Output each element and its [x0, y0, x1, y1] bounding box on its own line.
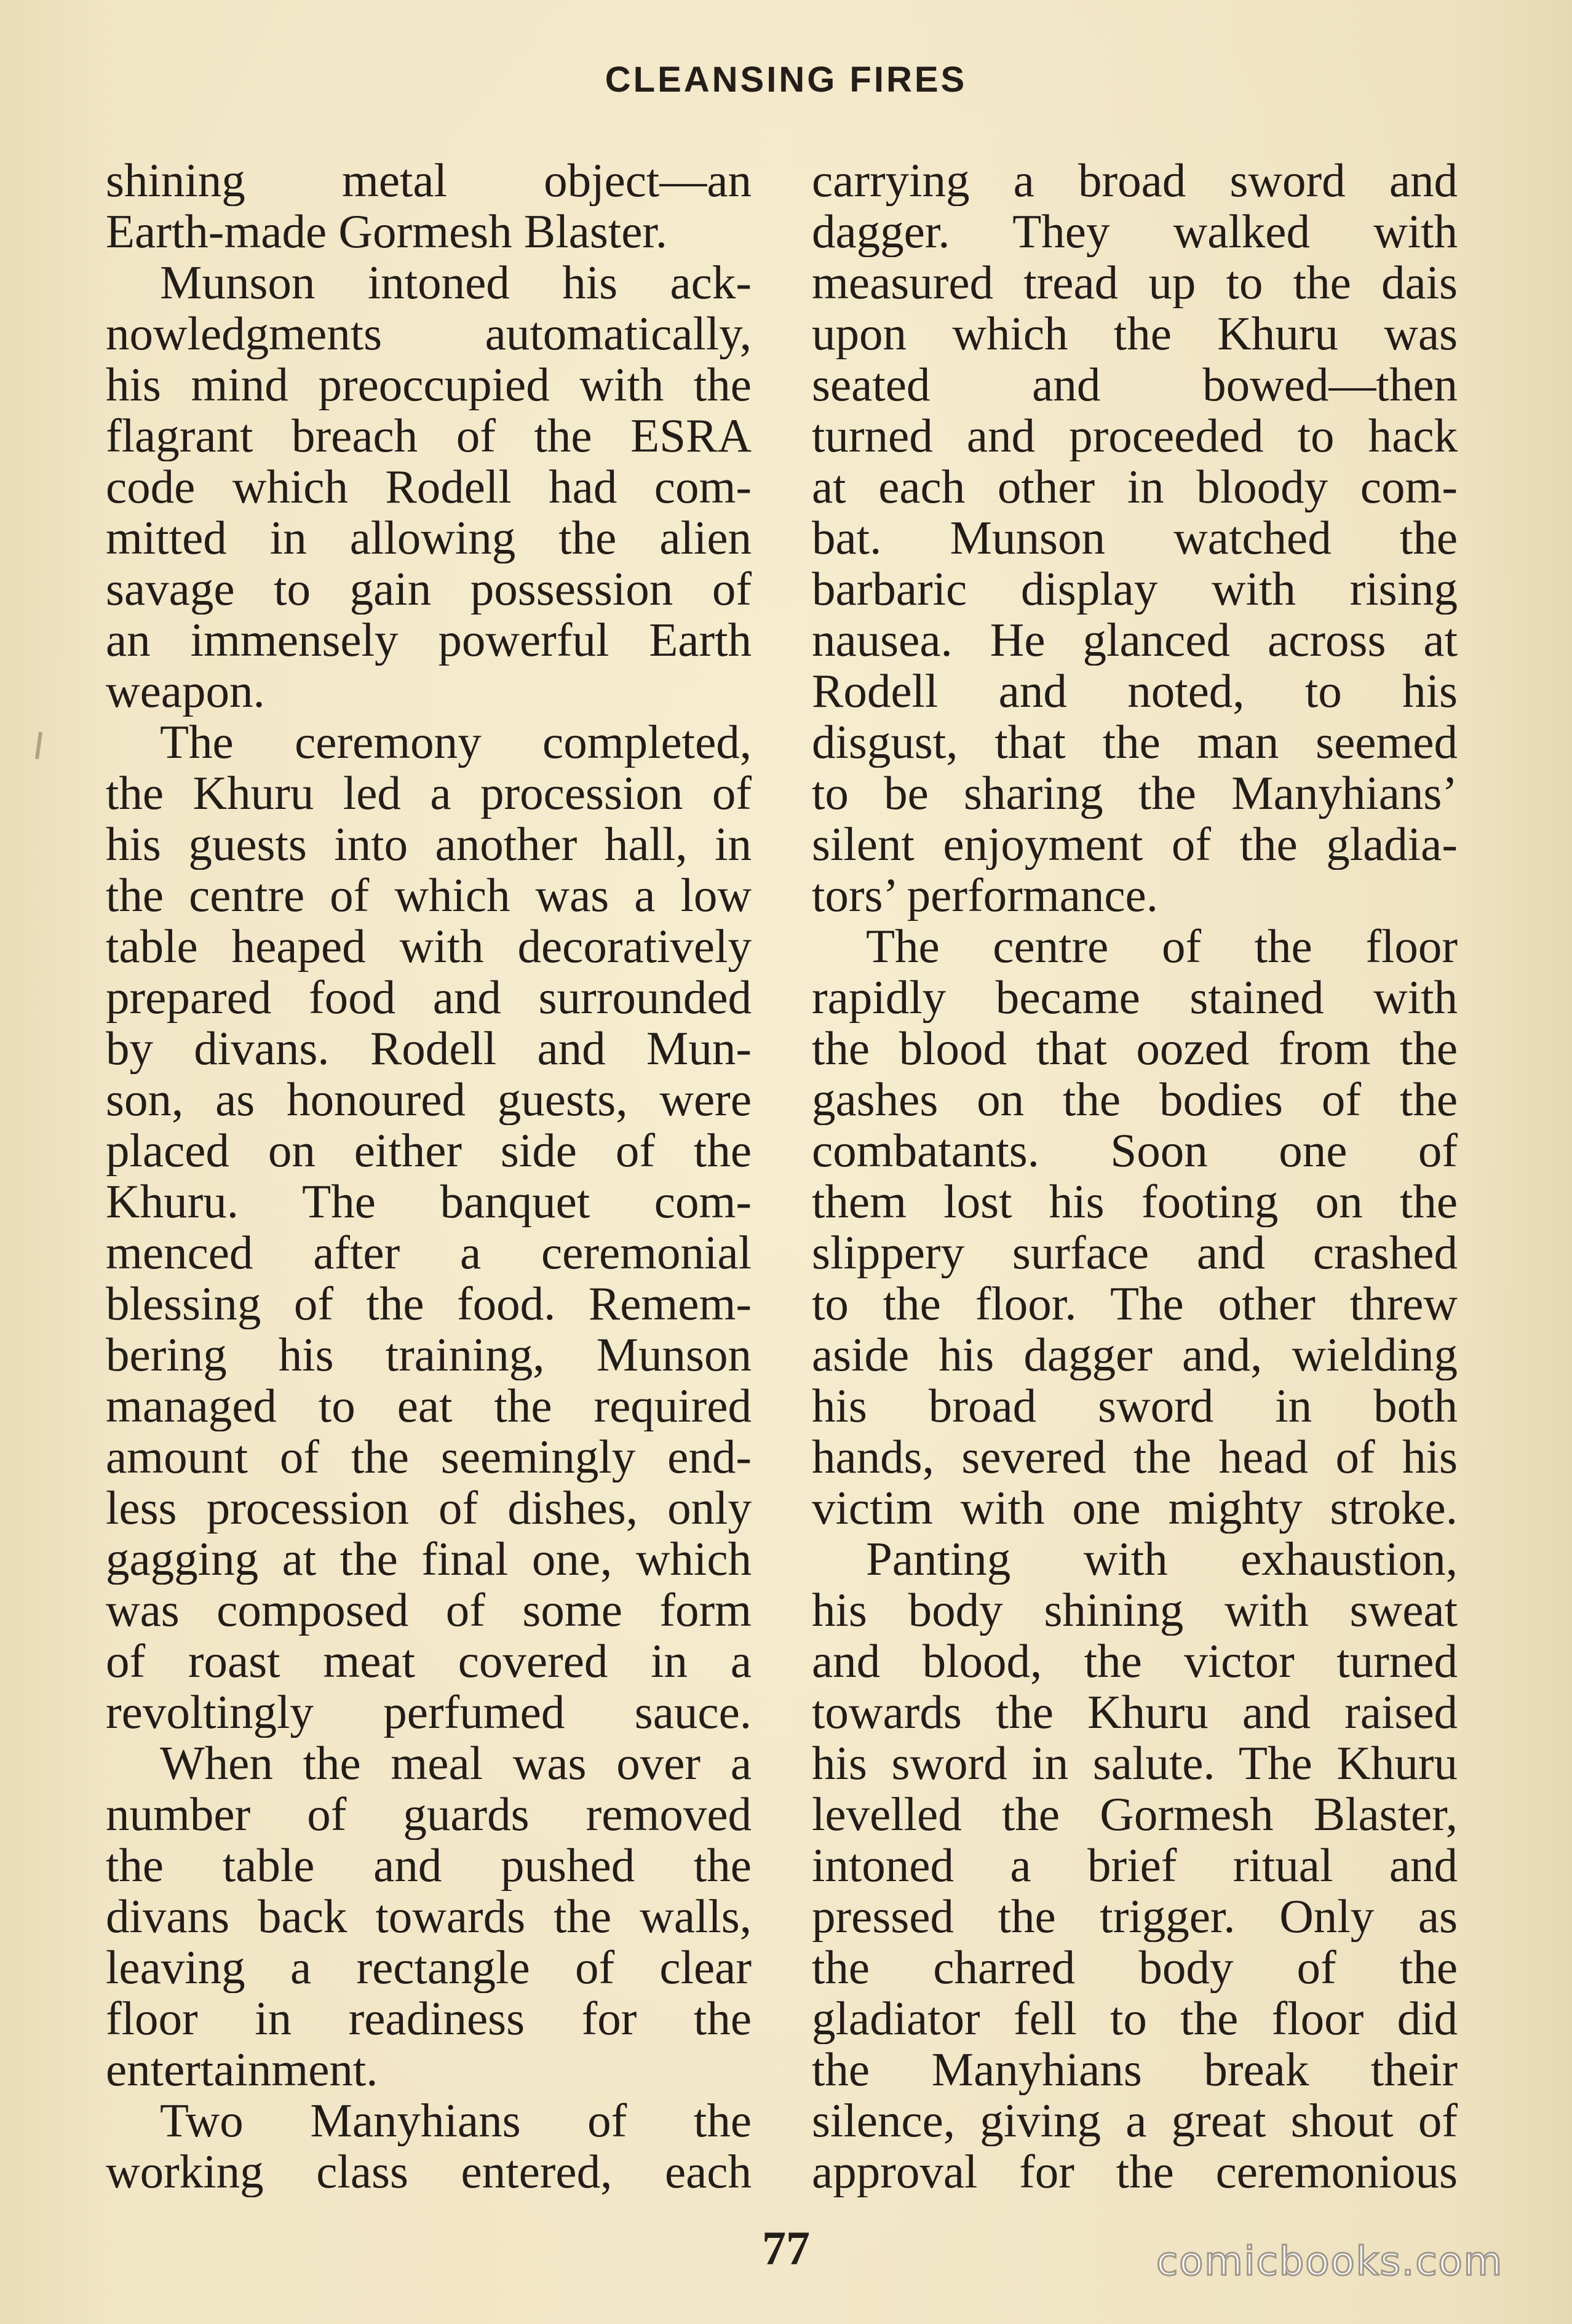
text-line: hands, severed the head of his: [812, 1431, 1458, 1482]
text-line: silent enjoyment of the gladia-: [812, 819, 1458, 870]
text-line: When the meal was over a: [160, 1738, 752, 1789]
text-line: Two Manyhians of the: [160, 2095, 752, 2146]
text-line: prepared food and surrounded: [106, 972, 752, 1023]
text-line: the table and pushed the: [106, 1840, 752, 1891]
text-line: Earth-made Gormesh Blaster.: [106, 206, 668, 257]
text-line: The ceremony completed,: [160, 717, 752, 768]
text-line: tors’ performance.: [812, 870, 1158, 921]
text-line: approval for the ceremonious: [812, 2146, 1458, 2197]
paper-blemish: [35, 732, 42, 759]
text-line: son, as honoured guests, were: [106, 1074, 752, 1125]
text-line: nausea. He glanced across at: [812, 615, 1458, 666]
text-line: by divans. Rodell and Mun-: [106, 1023, 752, 1074]
text-line: Munson intoned his ack-: [160, 257, 752, 308]
text-line: victim with one mighty stroke.: [812, 1482, 1458, 1534]
text-line: carrying a broad sword and: [812, 155, 1458, 206]
text-line: combatants. Soon one of: [812, 1125, 1458, 1176]
text-line: the charred body of the: [812, 1942, 1458, 1993]
text-line: number of guards removed: [106, 1789, 752, 1840]
text-line: of roast meat covered in a: [106, 1636, 752, 1687]
text-line: bering his training, Munson: [106, 1329, 752, 1380]
text-line: pressed the trigger. Only as: [812, 1891, 1458, 1942]
running-title: CLEANSING FIRES: [605, 60, 967, 100]
text-line: Khuru. The banquet com-: [106, 1176, 752, 1227]
text-line: an immensely powerful Earth: [106, 615, 752, 666]
text-line: them lost his footing on the: [812, 1176, 1458, 1227]
text-line: disgust, that the man seemed: [812, 717, 1458, 768]
text-line: savage to gain possession of: [106, 563, 752, 615]
text-line: gashes on the bodies of the: [812, 1074, 1458, 1125]
left-text-column: [106, 155, 752, 2197]
text-line: towards the Khuru and raised: [812, 1687, 1458, 1738]
text-line: leaving a rectangle of clear: [106, 1942, 752, 1993]
text-line: gladiator fell to the floor did: [812, 1993, 1458, 2044]
text-line: his broad sword in both: [812, 1380, 1458, 1431]
text-line: table heaped with decoratively: [106, 921, 752, 972]
text-line: his guests into another hall, in: [106, 819, 752, 870]
text-line: the Khuru led a procession of: [106, 768, 752, 819]
text-line: shining metal object—an: [106, 155, 752, 206]
text-line: turned and proceeded to hack: [812, 410, 1458, 461]
text-line: Panting with exhaustion,: [866, 1534, 1458, 1585]
text-line: gagging at the final one, which: [106, 1534, 752, 1585]
text-line: was composed of some form: [106, 1585, 752, 1636]
text-line: the centre of which was a low: [106, 870, 752, 921]
text-line: weapon.: [106, 666, 265, 717]
text-line: less procession of dishes, only: [106, 1482, 752, 1534]
text-line: code which Rodell had com-: [106, 461, 752, 512]
page-number: 77: [762, 2221, 810, 2275]
text-line: to the floor. The other threw: [812, 1278, 1458, 1329]
watermark-logo: comicbooks.com: [1156, 2239, 1504, 2285]
text-line: silence, giving a great shout of: [812, 2095, 1458, 2146]
text-line: rapidly became stained with: [812, 972, 1458, 1023]
text-line: dagger. They walked with: [812, 206, 1458, 257]
text-line: seated and bowed—then: [812, 359, 1458, 410]
text-line: managed to eat the required: [106, 1380, 752, 1431]
text-line: intoned a brief ritual and: [812, 1840, 1458, 1891]
text-line: the Manyhians break their: [812, 2044, 1458, 2095]
text-line: barbaric display with rising: [812, 563, 1458, 615]
text-line: nowledgments automatically,: [106, 308, 752, 359]
right-text-column: [812, 155, 1458, 2197]
text-line: flagrant breach of the ESRA: [106, 410, 752, 461]
text-line: his body shining with sweat: [812, 1585, 1458, 1636]
text-line: and blood, the victor turned: [812, 1636, 1458, 1687]
text-line: upon which the Khuru was: [812, 308, 1458, 359]
text-line: bat. Munson watched the: [812, 512, 1458, 563]
text-line: Rodell and noted, to his: [812, 666, 1458, 717]
text-line: divans back towards the walls,: [106, 1891, 752, 1942]
text-line: blessing of the food. Remem-: [106, 1278, 752, 1329]
text-line: floor in readiness for the: [106, 1993, 752, 2044]
text-line: working class entered, each: [106, 2146, 752, 2197]
text-line: menced after a ceremonial: [106, 1227, 752, 1278]
text-line: levelled the Gormesh Blaster,: [812, 1789, 1458, 1840]
text-line: revoltingly perfumed sauce.: [106, 1687, 752, 1738]
text-line: aside his dagger and, wielding: [812, 1329, 1458, 1380]
text-line: entertainment.: [106, 2044, 378, 2095]
text-line: The centre of the floor: [866, 921, 1458, 972]
text-line: mitted in allowing the alien: [106, 512, 752, 563]
text-line: to be sharing the Manyhians’: [812, 768, 1458, 819]
text-line: his mind preoccupied with the: [106, 359, 752, 410]
text-line: slippery surface and crashed: [812, 1227, 1458, 1278]
text-line: his sword in salute. The Khuru: [812, 1738, 1458, 1789]
text-line: the blood that oozed from the: [812, 1023, 1458, 1074]
text-line: measured tread up to the dais: [812, 257, 1458, 308]
text-line: at each other in bloody com-: [812, 461, 1458, 512]
text-line: placed on either side of the: [106, 1125, 752, 1176]
text-line: amount of the seemingly end-: [106, 1431, 752, 1482]
